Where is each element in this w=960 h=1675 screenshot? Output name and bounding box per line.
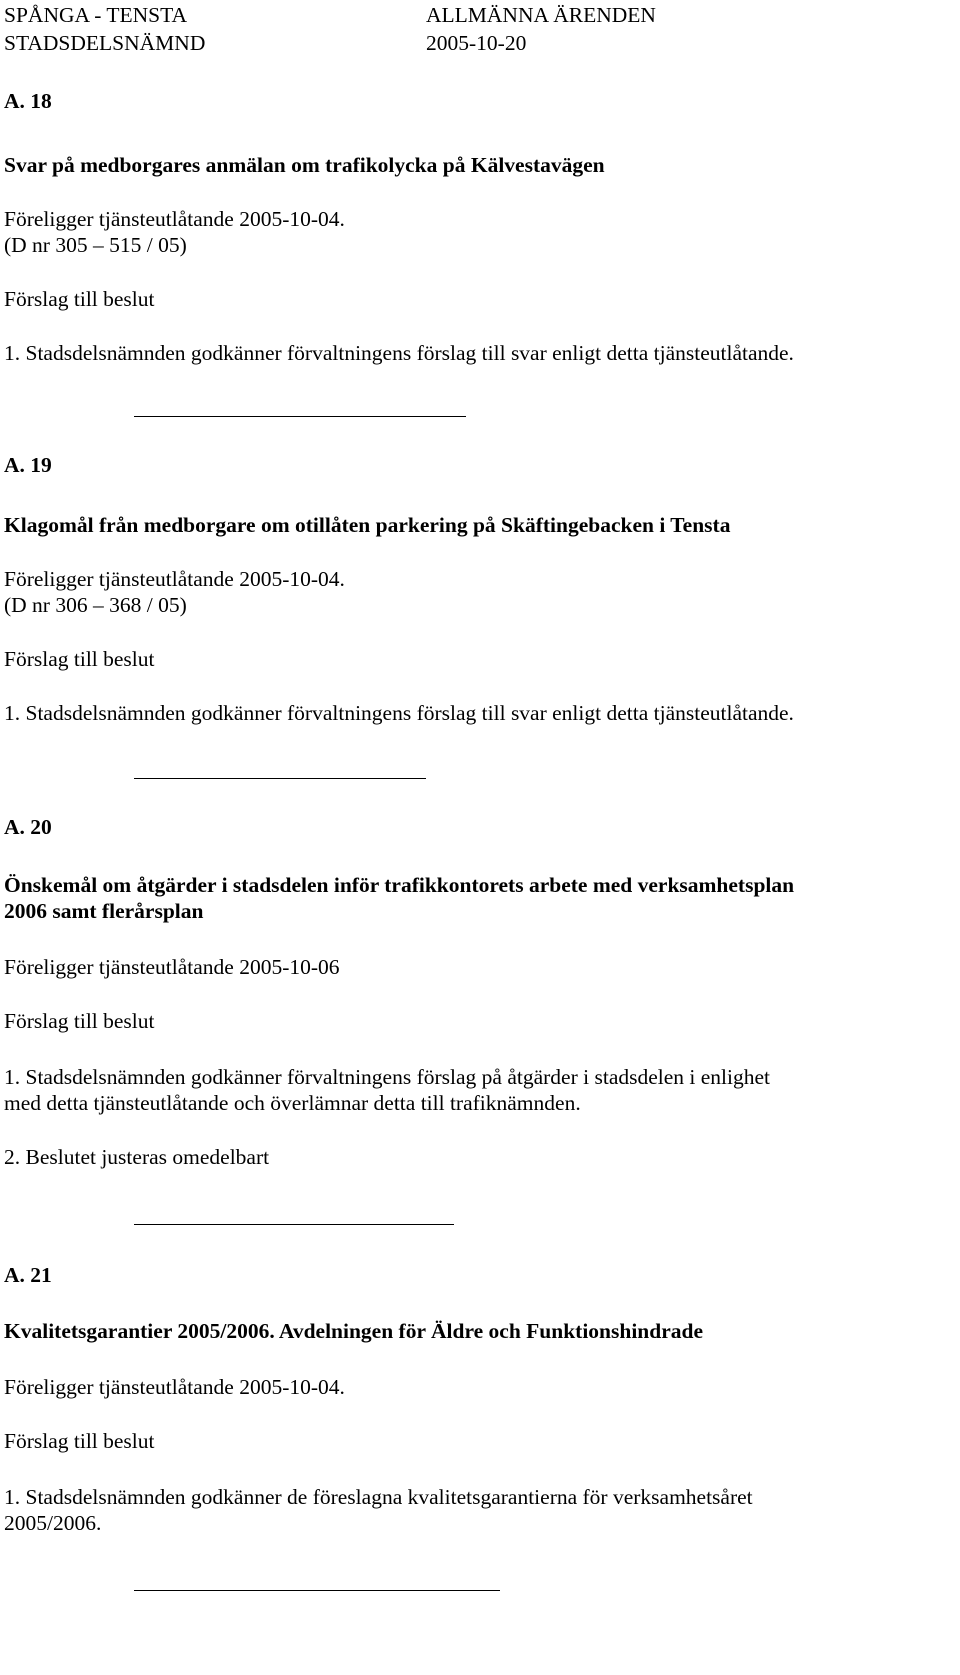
item-number: A. 19 <box>4 453 52 477</box>
item-report: Föreligger tjänsteutlåtande 2005-10-04. <box>4 207 345 231</box>
item-number: A. 20 <box>4 815 52 839</box>
item-title-line1: Önskemål om åtgärder i stadsdelen inför trafikkontorets arbete med verksamhetsplan <box>4 873 795 897</box>
decision-1: 1. Stadsdelsnämnden godkänner förvaltningens förslag till svar enligt detta tjänsteutlåtande. <box>4 341 794 365</box>
item-report: Föreligger tjänsteutlåtande 2005-10-04. <box>4 567 345 591</box>
separator-rule <box>134 1224 454 1225</box>
separator-rule <box>134 778 426 779</box>
proposal-heading: Förslag till beslut <box>4 287 155 311</box>
decision-2: 2. Beslutet justeras omedelbart <box>4 1145 270 1169</box>
decision-1: 1. Stadsdelsnämnden godkänner förvaltningens förslag till svar enligt detta tjänsteutlåtande. <box>4 701 794 725</box>
item-number: A. 18 <box>4 89 52 113</box>
proposal-heading: Förslag till beslut <box>4 647 155 671</box>
item-diary-number: (D nr 306 – 368 / 05) <box>4 593 187 617</box>
item-report: Föreligger tjänsteutlåtande 2005-10-06 <box>4 955 340 979</box>
decision-1-line2: med detta tjänsteutlåtande och överlämnar detta till trafiknämnden. <box>4 1091 581 1115</box>
item-title: Svar på medborgares anmälan om trafikolycka på Kälvestavägen <box>4 153 605 177</box>
header-org-line1: SPÅNGA - TENSTA <box>4 3 188 27</box>
proposal-heading: Förslag till beslut <box>4 1009 155 1033</box>
separator-rule <box>134 1590 500 1591</box>
item-title: Klagomål från medborgare om otillåten parkering på Skäftingebacken i Tensta <box>4 513 731 537</box>
header-section-title: ALLMÄNNA ÄRENDEN <box>426 3 656 27</box>
header-date: 2005-10-20 <box>426 31 527 55</box>
item-number: A. 21 <box>4 1263 52 1287</box>
separator-rule <box>134 416 466 417</box>
decision-1-line1: 1. Stadsdelsnämnden godkänner förvaltningens förslag på åtgärder i stadsdelen i enlighet <box>4 1065 771 1089</box>
proposal-heading: Förslag till beslut <box>4 1429 155 1453</box>
decision-1-line2: 2005/2006. <box>4 1511 102 1535</box>
item-title-line2: 2006 samt flerårsplan <box>4 899 204 923</box>
decision-1-line1: 1. Stadsdelsnämnden godkänner de föreslagna kvalitetsgarantierna för verksamhetsåret <box>4 1485 753 1509</box>
item-title: Kvalitetsgarantier 2005/2006. Avdelningen för Äldre och Funktionshindrade <box>4 1319 704 1343</box>
header-org-line2: STADSDELSNÄMND <box>4 31 206 55</box>
item-report: Föreligger tjänsteutlåtande 2005-10-04. <box>4 1375 345 1399</box>
item-diary-number: (D nr 305 – 515 / 05) <box>4 233 187 257</box>
